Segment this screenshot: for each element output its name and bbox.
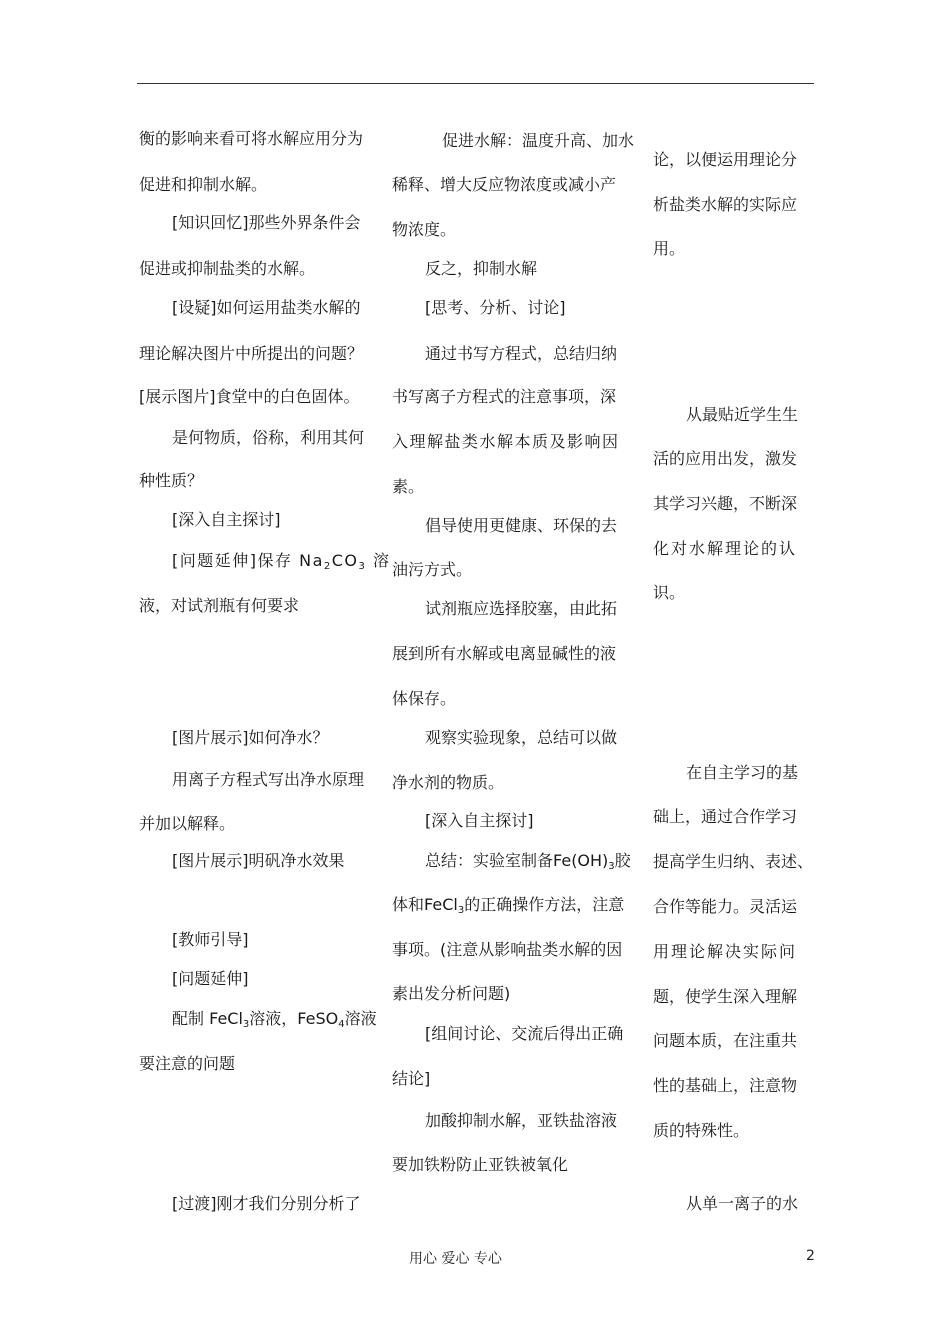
text-line: 总结：实验室制备$Fe(OH)_3$胶 [425,851,631,872]
text-line: 配制 FeCl$_3$溶液，FeSO$_4$溶液 [172,1009,377,1030]
text-line: 种性质？ [139,471,204,490]
text-line: [思考、分析、讨论] [425,298,566,317]
text-line: 促进水解：温度升高、加水 [442,131,635,150]
text-line: 稀释、增大反应物浓度或减小产 [392,175,617,194]
formula-fecl3: FeCl$_3$ [209,1009,250,1030]
text-line: 析盐类水解的实际应 [653,195,798,214]
text-line: 论，以便运用理论分 [653,150,798,169]
formula-na2co3: $Na_2CO_3$ [299,551,367,572]
text-line: 合作等能力。灵活运 [653,897,798,916]
text-line: 素出发分析问题) [392,984,511,1003]
text-line: 质的特殊性。 [653,1121,750,1140]
text-line: 书写离子方程式的注意事项，深 [392,387,617,406]
text-line: [组间讨论、交流后得出正确 [425,1024,624,1043]
text-line: 要加铁粉防止亚铁被氧化 [392,1155,569,1174]
text-line: [过渡]刚才我们分别分析了 [172,1194,361,1213]
text-line: 在自主学习的基 [686,763,799,782]
text-line: [图片展示]如何净水？ [172,728,329,747]
text-line: [知识回忆]那些外界条件会 [172,213,361,232]
text-line: 要注意的问题 [139,1054,236,1073]
text-line: 其学习兴趣，不断深 [653,494,798,513]
text-line: 液，对试剂瓶有何要求 [139,596,300,615]
text-line: 衡的影响来看可将水解应用分为 [139,129,364,148]
text-line: 题，使学生深入理解 [653,987,798,1006]
text-line: 用理论解决实际问 [653,942,798,961]
text-line: 提高学生归纳、表述、 [653,852,814,871]
text-line: 活的应用出发，激发 [653,449,798,468]
text-line: 用。 [653,239,686,258]
text-line: 通过书写方程式，总结归纳 [425,344,618,363]
text-line: 反之，抑制水解 [425,259,538,278]
text-line: 并加以解释。 [139,814,236,833]
text-line: [设疑]如何运用盐类水解的 [172,298,361,317]
text-line: [展示图片]食堂中的白色固体。 [139,387,360,406]
text-line: [深入自主探讨] [425,811,534,830]
text-line: 加酸抑制水解，亚铁盐溶液 [425,1111,618,1130]
formula-feoh3: $Fe(OH)_3$ [553,851,615,872]
text-line: 础上，通过合作学习 [653,807,798,826]
text-line: 净水剂的物质。 [392,773,505,792]
text-line: 识。 [653,583,686,602]
text-line: 理论解决图片中所提出的问题？ [139,344,364,363]
text-line: [深入自主探讨] [172,510,281,529]
text-line: [图片展示]明矾净水效果 [172,851,345,870]
text-line: 观察实验现象，总结可以做 [425,728,618,747]
text-line: 入理解盐类水解本质及影响因 [392,432,620,451]
text-line: 从单一离子的水 [686,1194,799,1213]
text-line: 从最贴近学生生 [686,405,799,424]
text-line: [问题延伸] [172,969,249,988]
text-line: 问题本质，在注重共 [653,1031,798,1050]
text-line: 物浓度。 [392,220,457,239]
text-line: [教师引导] [172,930,249,949]
header-rule [137,83,814,84]
text-line: 结论] [392,1069,431,1088]
text-line: [问题延伸]保存 $Na_2CO_3$ 溶 [172,551,391,572]
text-line: 促进或抑制盐类的水解。 [139,259,316,278]
text-line: 性的基础上，注意物 [653,1076,798,1095]
formula-fecl3: FeCl$_3$ [424,895,465,916]
text-line: 展到所有水解或电离显碱性的液 [392,644,617,663]
footer-motto: 用心 爱心 专心 [409,1251,502,1267]
text-line: 促进和抑制水解。 [139,175,268,194]
text-line: 体和FeCl$_3$的正确操作方法，注意 [392,895,625,916]
text-line: 体保存。 [392,689,457,708]
page-number: 2 [806,1248,815,1264]
text-line: 事项。(注意从影响盐类水解的因 [392,940,623,959]
text-line: 油污方式。 [392,560,473,579]
text-line: 是何物质，俗称，利用其何 [172,428,365,447]
text-line: 化对水解理论的认 [653,539,798,558]
formula-feso4: FeSO$_4$ [297,1009,345,1030]
text-line: 试剂瓶应选择胶塞，由此拓 [425,599,618,618]
text-line: 素。 [392,477,425,496]
text-line: 用离子方程式写出净水原理 [172,770,365,789]
text-line: 倡导使用更健康、环保的去 [425,516,618,535]
